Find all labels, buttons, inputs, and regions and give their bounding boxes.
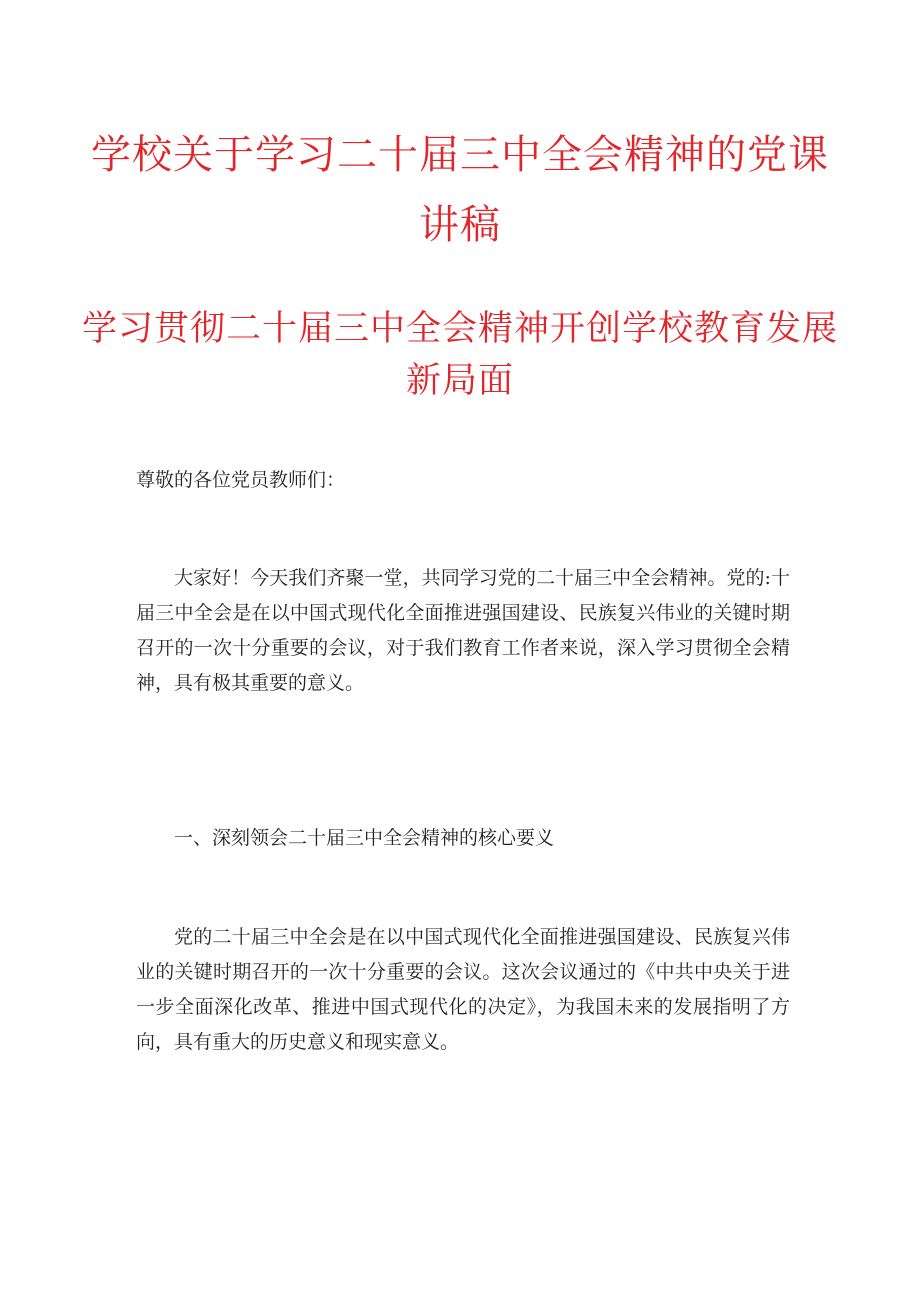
salutation: 尊敬的各位党员教师们：	[136, 469, 346, 491]
section-1-paragraph: 党的二十届三中全会是在以中国式现代化全面推进强国建设、民族复兴伟业的关键时期召开的一次十分重要的会议。这次会议通过的《中共中央关于进一步全面深化改革、推进中国式现代化的决定》，为我国未来的发展指明了方向，具有重大的历史意义和现实意义。	[136, 926, 790, 1053]
opening-paragraph: 大家好！今天我们齐聚一堂，共同学习党的二十届三中全会精神。党的:十届三中全会是在以中国式现代化全面推进强国建设、民族复兴伟业的关键时期召开的一次十分重要的会议，对于我们教育工作者来说，深入学习贯彻全会精神，具有极其重要的意义。	[136, 567, 790, 694]
document-subtitle: 学习贯彻二十届三中全会精神开创学校教育发展新局面	[81, 309, 838, 401]
section-heading-1: 一、深刻领会二十届三中全会精神的核心要义	[174, 827, 555, 849]
document-main-title: 学校关于学习二十届三中全会精神的党课讲稿	[91, 132, 829, 248]
